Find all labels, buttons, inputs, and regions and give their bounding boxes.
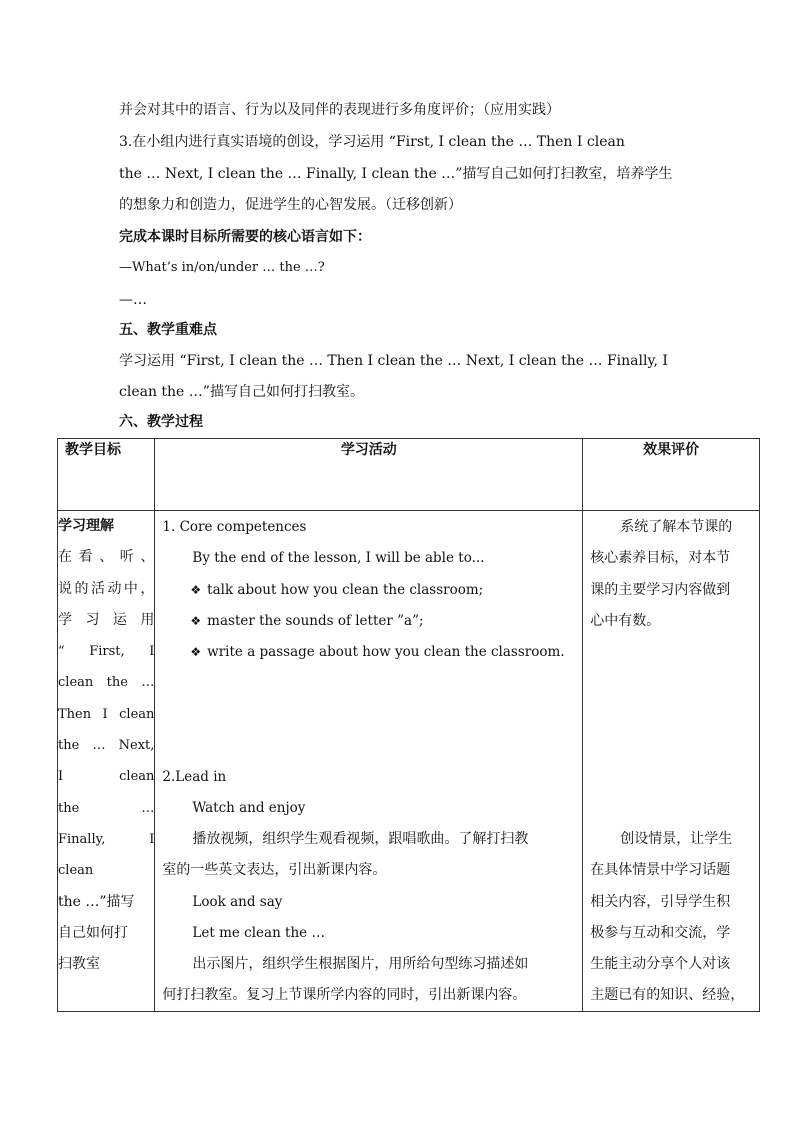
header-activity: 学习活动 [155,439,583,511]
activity-paragraph-1a: 播放视频，组织学生观看视频，跟唱歌曲。了解打扫教 [192,831,529,847]
goal-line: the … [58,800,155,816]
header-goal: 教学目标 [58,439,155,511]
evaluation-line: 课的主要学习内容做到 [590,582,731,598]
activity-bullet: ❖ master the sounds of letter ”a”; [190,613,424,629]
teaching-process-table [57,438,760,1012]
section-5-line-1: 学习运用 “First, I clean the … Then I clean the … Next, I clean the … Finally, I [119,353,668,369]
activity-section-2-title: 2.Lead in [162,769,227,785]
activity-bullet: ❖ write a passage about how you clean the classroom. [190,644,565,660]
goal-line: the …”描写 [58,893,135,910]
evaluation-line: 核心素养目标，对本节 [590,550,731,566]
section-5-line-2: clean the …”描写自己如何打扫教室。 [119,384,364,400]
activity-let-me-clean: Let me clean the … [192,925,325,941]
intro-line-3: the … Next, I clean the … Finally, I clean the …”描写自己如何打扫教室，培养学生 [119,166,673,182]
goal-line: 扫教室 [58,956,100,973]
goal-line: clean [58,863,94,879]
evaluation-line: 生能主动分享个人对该 [590,956,731,972]
goal-line: I clean [58,769,155,785]
table-row [58,511,760,1012]
intro-line-2: 3.在小组内进行真实语境的创设，学习运用 “First, I clean the … Then I clean [119,134,625,150]
activity-section-1-title: 1. Core competences [162,519,307,535]
activity-paragraph-2b: 何打扫教室。复习上节课所学内容的同时，引出新课内容。 [162,987,527,1003]
activity-paragraph-1b: 室的一些英文表达，引出新课内容。 [162,862,387,878]
activity-watch-enjoy: Watch and enjoy [192,800,306,816]
section-5-title: 五、教学重难点 [119,322,217,338]
intro-line-4: 的想象力和创造力，促进学生的心智发展。（迁移创新） [119,197,462,213]
activity-cell [155,511,583,1012]
core-language-line-1: —What’s in/on/under … the …? [119,260,325,275]
goal-line: clean the … [58,675,155,691]
header-evaluation: 效果评价 [583,439,760,511]
activity-section-1-intro: By the end of the lesson, I will be able to... [192,550,485,566]
evaluation-line: 极参与互动和交流，学 [590,925,731,941]
goal-cell [58,511,155,1012]
goal-line: 学习理解 [58,518,114,534]
goal-line: 学 习 运 用 [58,611,155,628]
evaluation-line: 主题已有的知识、经验， [590,987,745,1003]
goal-line: Finally, I [58,831,155,847]
goal-line: Then I clean [58,706,155,722]
evaluation-cell [583,511,760,1012]
evaluation-line: 相关内容，引导学生积 [590,894,731,910]
evaluation-line: 系统了解本节课的 [620,519,733,535]
activity-look-say: Look and say [192,894,283,910]
diamond-bullet-icon: ❖ [190,645,202,659]
core-language-heading: 完成本课时目标所需要的核心语言如下： [119,229,371,245]
table-header-row [58,439,760,511]
intro-line-1: 并会对其中的语言、行为以及同伴的表现进行多角度评价；（应用实践） [119,102,560,118]
evaluation-line: 在具体情景中学习话题 [590,862,731,878]
evaluation-line: 心中有数。 [590,613,661,629]
diamond-bullet-icon: ❖ [190,614,202,628]
diamond-bullet-icon: ❖ [190,583,202,597]
section-6-title: 六、教学过程 [119,414,203,430]
core-language-line-2: —… [119,292,147,308]
evaluation-line: 创设情景，让学生 [620,831,733,847]
activity-bullet: ❖ talk about how you clean the classroom; [190,582,484,598]
activity-paragraph-2a: 出示图片，组织学生根据图片，用所给句型练习描述如 [192,956,529,972]
goal-line: “ First, I [58,644,155,660]
goal-line: the … Next, [58,738,155,754]
goal-line: 在看、听、 [58,549,155,566]
goal-line: 自己如何打 [58,924,128,941]
goal-line: 说的活动中， [58,580,155,597]
